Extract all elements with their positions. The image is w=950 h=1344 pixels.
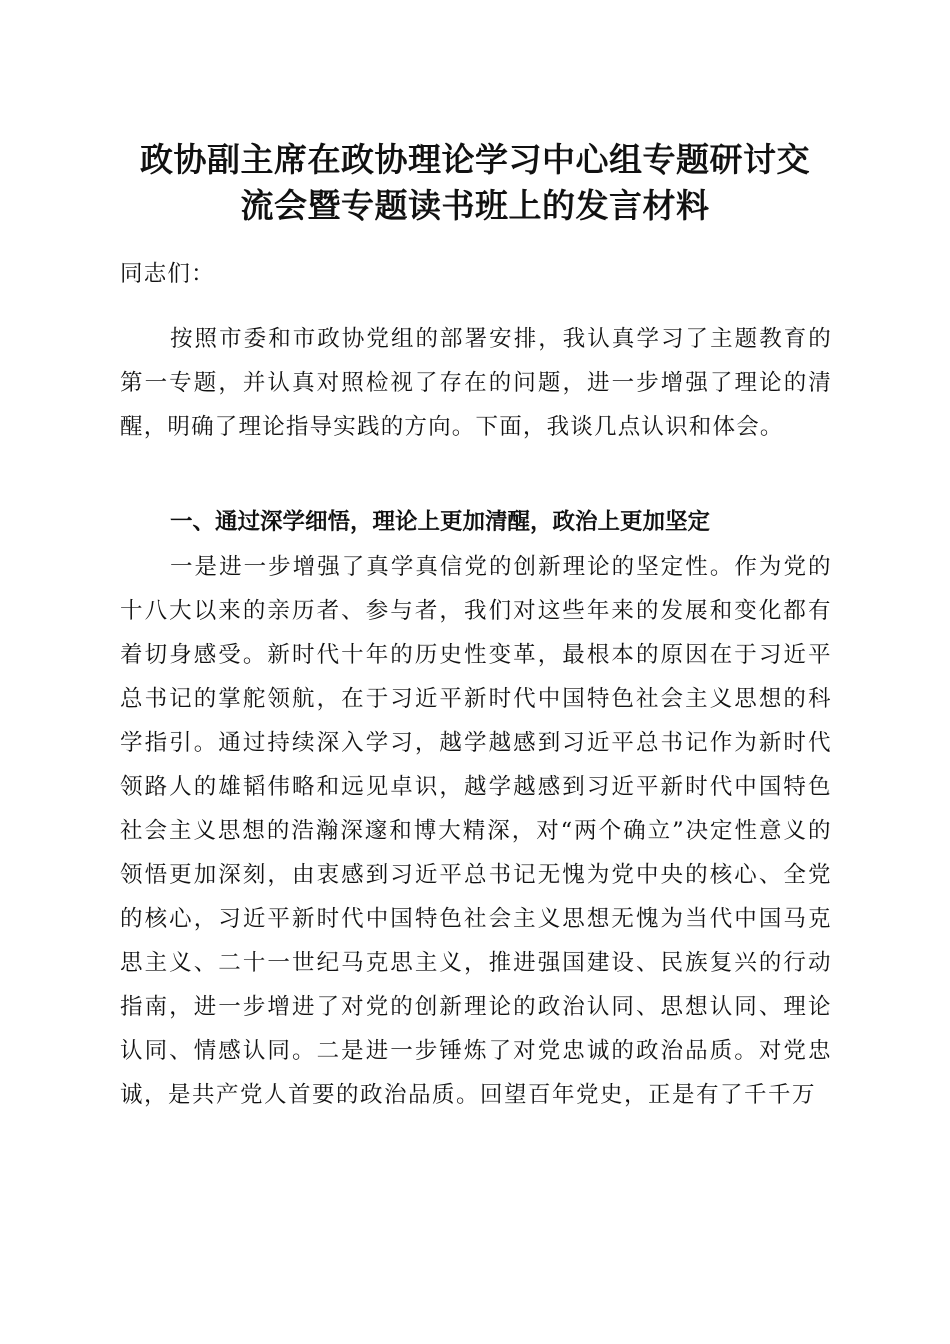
document-title-line-1: 政协副主席在政协理论学习中心组专题研讨交 xyxy=(140,140,810,179)
paragraph-section-1: 一是进一步增强了真学真信党的创新理论的坚定性。作为党的十八大以来的亲历者、参与者，我们对这些年来的发展和变化都有着切身感受。新时代十年的历史性变革，最根本的原因在于习近平总书记的掌舵领航，在于习近平新时代中国特色社会主义思想的科学指引。通过持续深入学习，越学越感到习近平总书记作为新时代领路人的雄韬伟略和远见卓识，越学越感到习近平新时代中国特色社会主义思想的浩瀚深邃和博大精深，对“两个确立”决定性意义的领悟更加深刻，由衷感到习近平总书记无愧为党中央的核心、全党的核心，习近平新时代中国特色社会主义思想无愧为当代中国马克思主义、二十一世纪马克思主义，推进强国建设、民族复兴的行动指南，进一步增进了对党的创新理论的政治认同、思想认同、理论认同、情感认同。二是进一步锤炼了对党忠诚的政治品质。对党忠诚，是共产党人首要的政治品质。回望百年党史，正是有了千千万 xyxy=(120,554,832,1108)
document-title-line-2: 流会暨专题读书班上的发言材料 xyxy=(240,186,710,225)
salutation: 同志们： xyxy=(120,261,215,287)
section-heading-1: 一、通过深学细悟，理论上更加清醒，政治上更加坚定 xyxy=(170,509,711,535)
paragraph-intro: 按照市委和市政协党组的部署安排，我认真学习了主题教育的第一专题，并认真对照检视了存在的问题，进一步增强了理论的清醒，明确了理论指导实践的方向。下面，我谈几点认识和体会。 xyxy=(120,326,832,440)
